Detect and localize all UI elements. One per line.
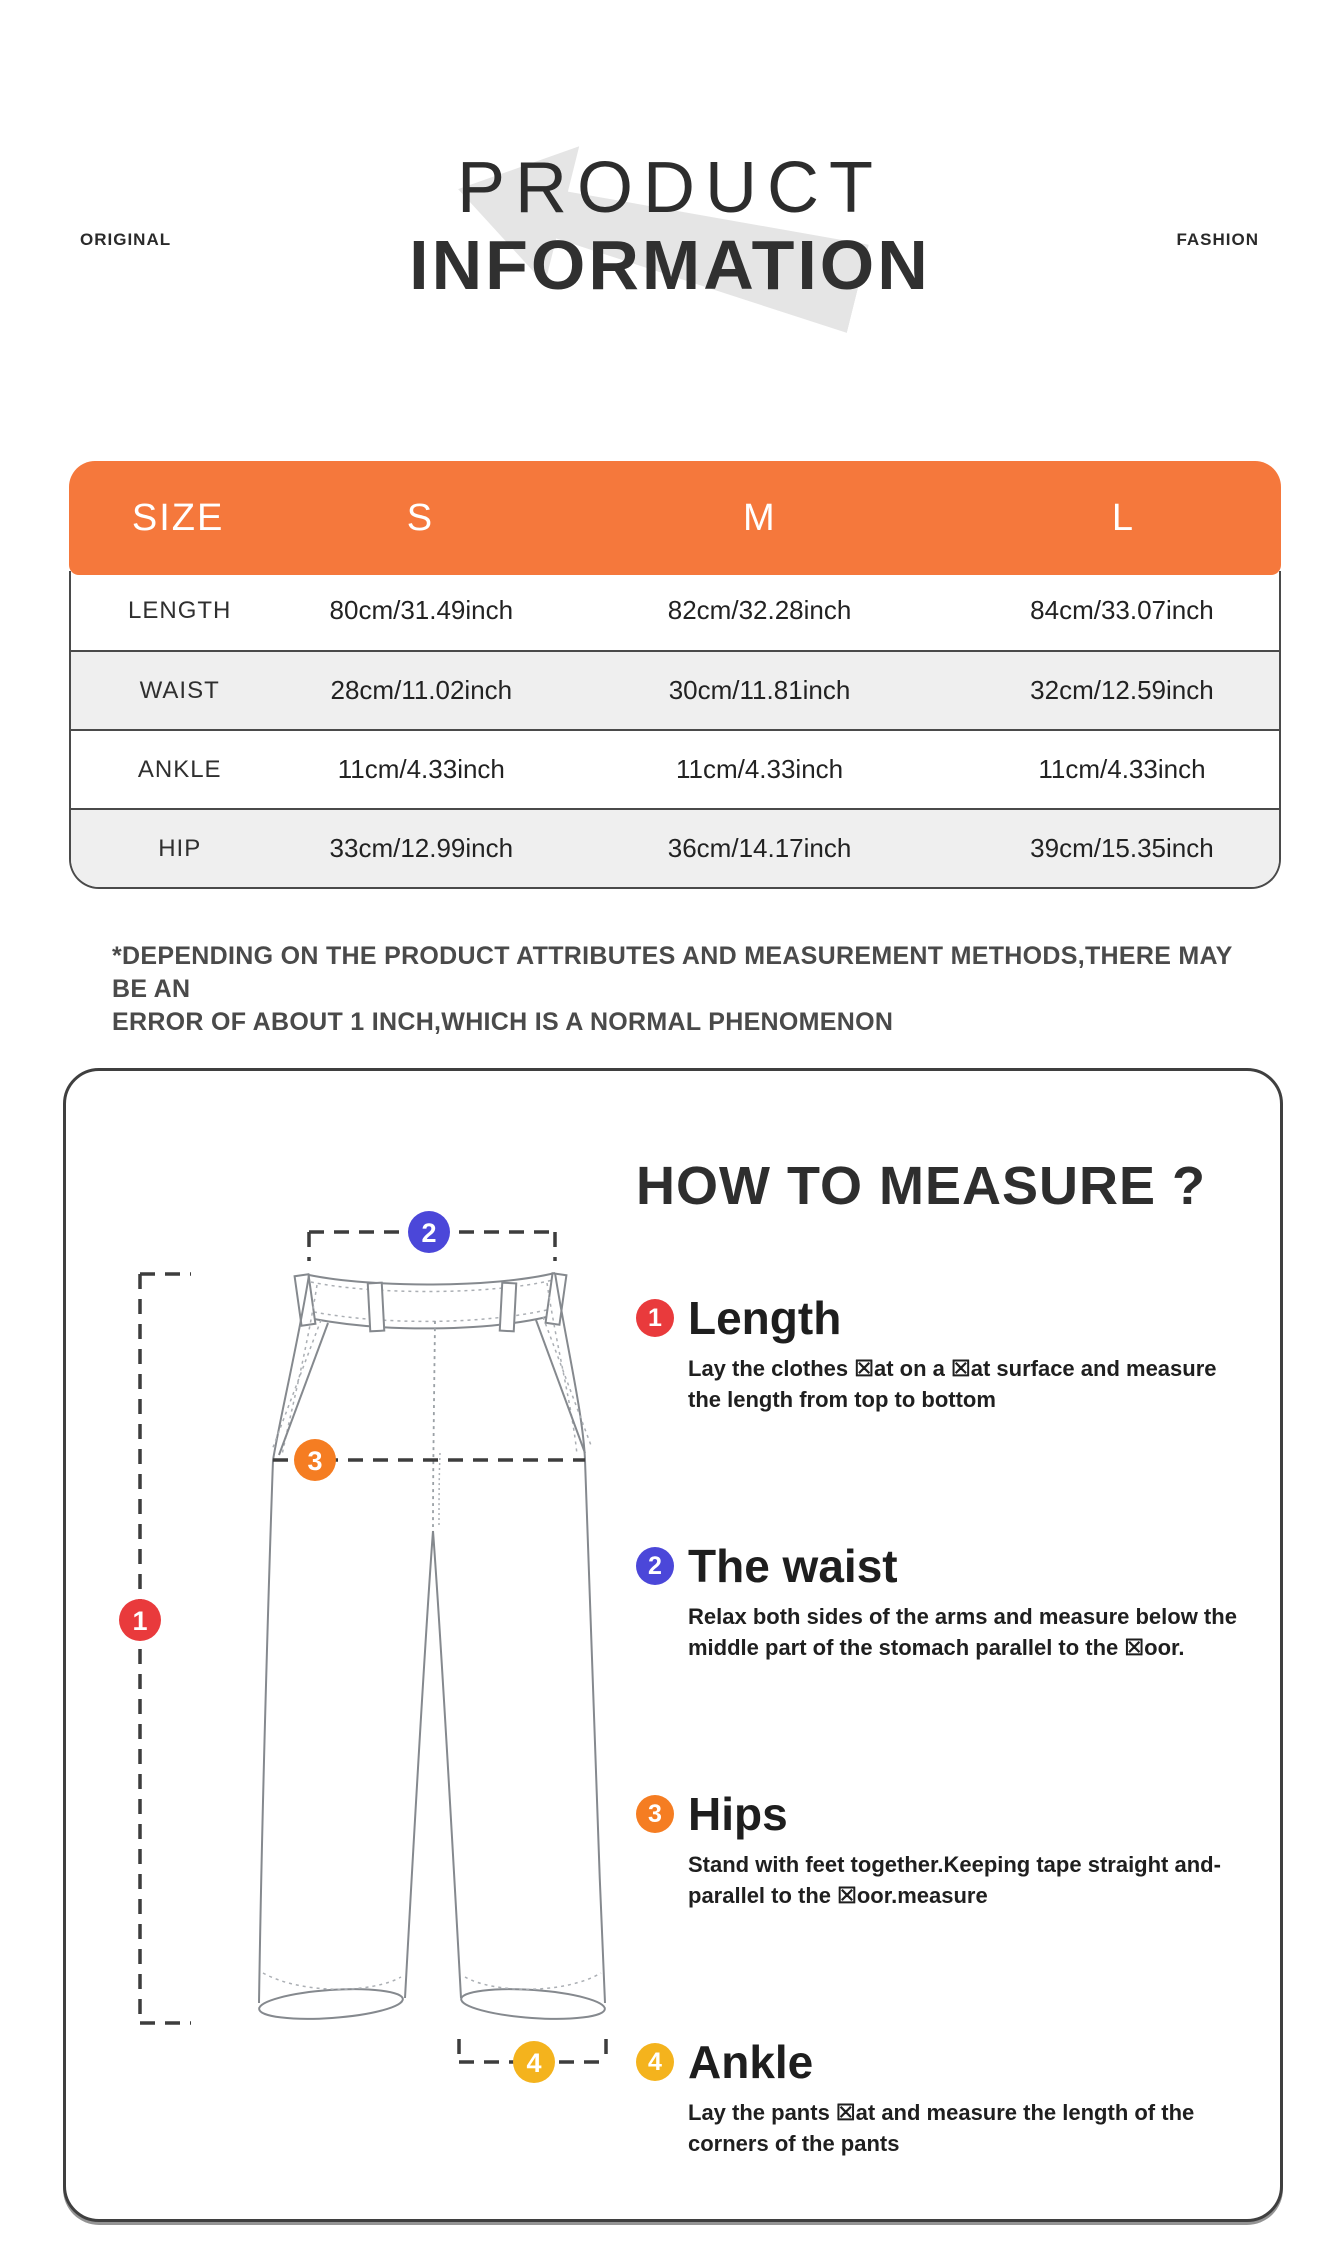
measure-item-ankle <box>636 2036 1256 2159</box>
page-title <box>0 0 1340 304</box>
column-header-s: S <box>406 496 435 539</box>
measure-item-description: Relax both sides of the arms and measure below the middle part of the stomach parallel to the ☒oor. <box>688 1604 1237 1660</box>
cell-value: 82cm/32.28inch <box>667 595 852 625</box>
pants-drawing-icon <box>258 1273 606 2023</box>
step-3-badge-icon: 3 <box>636 1795 674 1833</box>
column-header-l: L <box>1111 496 1135 539</box>
cell-value: 39cm/15.35inch <box>1030 833 1214 863</box>
measure-item-title: The waist <box>688 1540 898 1592</box>
measure-item-hips <box>636 1788 1256 1911</box>
diagram-step-1-number: 1 <box>132 1606 148 1636</box>
cell-value: 80cm/31.49inch <box>329 595 514 625</box>
column-header-size: SIZE <box>131 496 225 539</box>
cell-value: 33cm/12.99inch <box>329 833 514 863</box>
measure-item-title: Length <box>688 1292 842 1344</box>
measure-item-title: Hips <box>688 1788 788 1840</box>
table-row-ankle <box>71 729 1279 808</box>
measure-item-description: Lay the pants ☒at and measure the length of the corners of the pants <box>688 2100 1195 2156</box>
step-4-badge-icon: 4 <box>636 2043 674 2081</box>
cell-value: 11cm/4.33inch <box>337 754 505 784</box>
cell-value: 28cm/11.02inch <box>330 675 513 705</box>
length-measure-line <box>140 1274 191 2023</box>
disclaimer-text <box>112 940 1272 1039</box>
size-table <box>69 461 1281 889</box>
disclaimer-line1: *DEPENDING ON THE PRODUCT ATTRIBUTES AND MEASUREMENT METHODS,THERE MAY BE AN <box>112 942 1233 1003</box>
step-1-badge-icon: 1 <box>636 1299 674 1337</box>
row-label: HIP <box>158 834 202 862</box>
table-row-length <box>71 571 1279 650</box>
size-table-body <box>69 571 1281 889</box>
original-label: ORIGINAL <box>80 230 172 249</box>
cell-value: 11cm/4.33inch <box>1038 754 1206 784</box>
disclaimer-line2: ERROR OF ABOUT 1 INCH,WHICH IS A NORMAL PHENOMENON <box>112 1008 894 1036</box>
measure-item-title: Ankle <box>688 2036 814 2088</box>
step-2-badge-icon: 2 <box>636 1547 674 1585</box>
page-title-line2: INFORMATION <box>409 226 931 304</box>
how-to-measure-card <box>63 1068 1283 2222</box>
pants-measurement-diagram <box>83 1153 623 2233</box>
row-label: WAIST <box>139 676 220 704</box>
cell-value: 84cm/33.07inch <box>1030 595 1214 625</box>
measure-item-length <box>636 1292 1256 1415</box>
table-row-waist <box>71 650 1279 729</box>
row-label: LENGTH <box>128 596 232 624</box>
page-title-line1: PRODUCT <box>457 148 883 228</box>
column-header-m: M <box>742 496 777 539</box>
cell-value: 32cm/12.59inch <box>1030 675 1214 705</box>
diagram-step-4-number: 4 <box>526 2048 542 2078</box>
fashion-label: FASHION <box>1176 230 1259 249</box>
table-row-hip <box>71 808 1279 887</box>
size-table-header <box>69 461 1281 575</box>
cell-value: 30cm/11.81inch <box>668 675 851 705</box>
how-to-measure-title: HOW TO MEASURE ? <box>636 1156 1207 1216</box>
diagram-step-3-number: 3 <box>307 1446 323 1476</box>
measure-instructions <box>636 1156 1256 2159</box>
cell-value: 36cm/14.17inch <box>667 833 852 863</box>
measure-item-waist <box>636 1540 1256 1663</box>
row-label: ANKLE <box>137 755 222 783</box>
measure-item-description: Stand with feet together.Keeping tape straight and-parallel to the ☒oor.measure <box>688 1852 1221 1908</box>
diagram-step-2-number: 2 <box>421 1218 437 1248</box>
measure-item-description: Lay the clothes ☒at on a ☒at surface and measure the length from top to bottom <box>688 1356 1217 1412</box>
cell-value: 11cm/4.33inch <box>675 754 844 784</box>
